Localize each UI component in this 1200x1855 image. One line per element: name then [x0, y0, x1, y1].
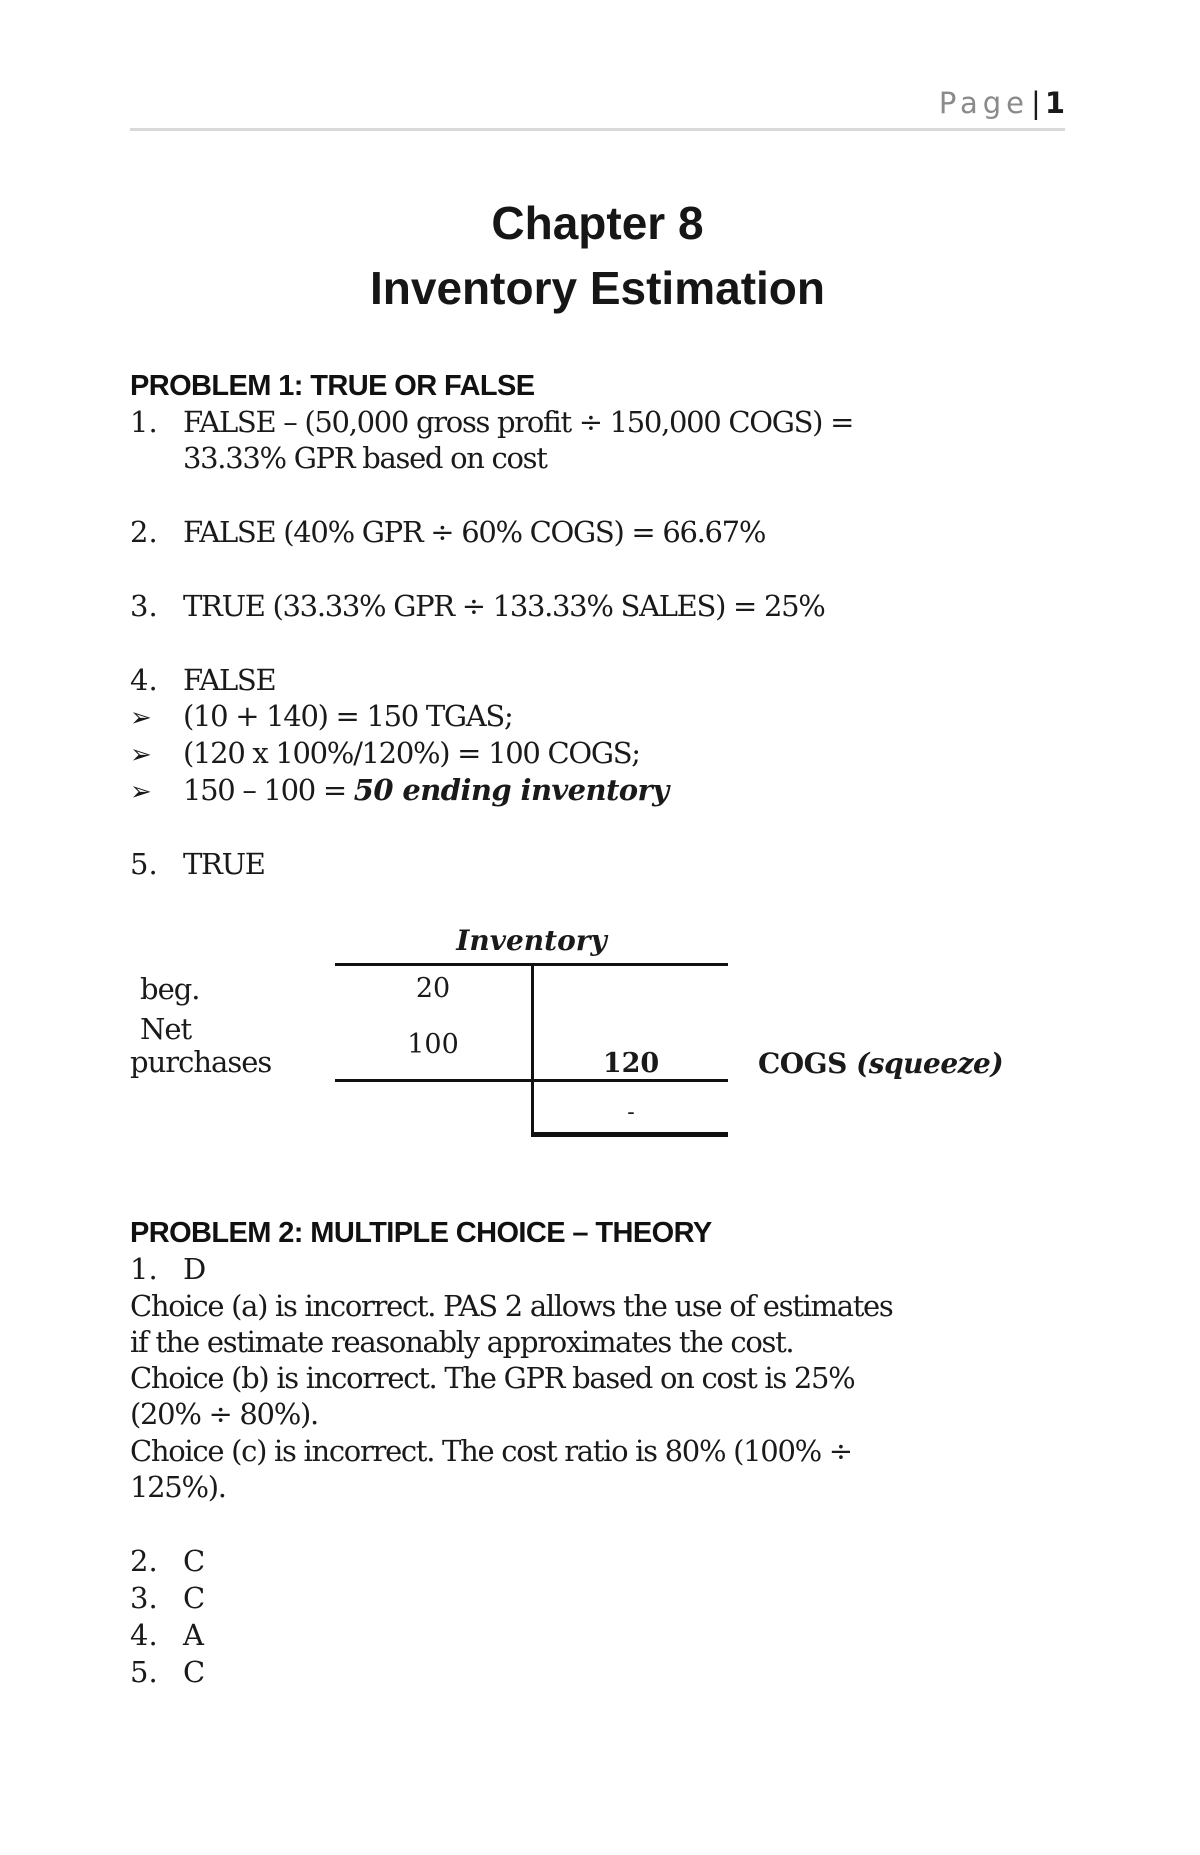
ending-inventory-emphasis: 50 ending inventory — [353, 773, 669, 807]
p1-item2-text: FALSE (40% GPR ÷ 60% COGS) = 66.67% — [183, 515, 766, 549]
p2-answer-text: C — [183, 1544, 204, 1578]
t-row-net-label: Net — [140, 1012, 192, 1046]
p2-answer1-text: D — [183, 1252, 205, 1286]
p2-answer1-number: 1. — [130, 1252, 158, 1286]
t-row-purchases-value: 100 — [407, 1029, 459, 1060]
p1-item1 — [130, 404, 853, 440]
chapter-title: Chapter 8 — [491, 197, 704, 249]
p2-explanation-line: (20% ÷ 80%). — [130, 1397, 318, 1431]
arrow-bullet-icon: ➢ — [130, 777, 151, 807]
problem2-heading: PROBLEM 2: MULTIPLE CHOICE – THEORY — [130, 1217, 712, 1249]
p1-item3 — [130, 588, 825, 624]
cogs-note: (squeeze) — [856, 1047, 1004, 1080]
p2-answer2 — [130, 1543, 204, 1579]
p1-item1-text: FALSE – (50,000 gross profit ÷ 150,000 COGS) = — [183, 405, 854, 439]
p2-answer3 — [130, 1580, 204, 1616]
bullet-text: (120 x 100%/120%) = 100 COGS; — [183, 736, 640, 770]
p1-item1-number: 1. — [130, 405, 158, 439]
p1-item4-number: 4. — [130, 663, 158, 697]
p1-item3-text: TRUE (33.33% GPR ÷ 133.33% SALES) = 25% — [183, 589, 825, 623]
cogs-squeeze-label — [758, 1047, 1003, 1081]
p2-answer-text: A — [183, 1618, 203, 1652]
p1-item1-continuation: 33.33% GPR based on cost — [183, 441, 547, 475]
p2-answer-number: 2. — [130, 1544, 158, 1578]
p1-item4 — [130, 662, 275, 698]
chapter-subtitle: Inventory Estimation — [370, 262, 825, 314]
t-account-balance-rule — [531, 1132, 728, 1137]
p2-answer4 — [130, 1617, 203, 1653]
t-balance-value: - — [627, 1100, 635, 1125]
p2-explanation-line: if the estimate reasonably approximates the cost. — [130, 1325, 794, 1359]
t-credit-value: 120 — [602, 1048, 660, 1079]
p2-explanation-line: 125%). — [130, 1470, 226, 1504]
p1-item4-text: FALSE — [183, 663, 276, 697]
t-account-title: Inventory — [456, 924, 607, 957]
t-row-purchases-label: purchases — [130, 1045, 272, 1079]
p1-item4-bullet1 — [130, 698, 512, 736]
bullet-text: (10 + 140) = 150 TGAS; — [183, 699, 513, 733]
p2-answer-text: C — [183, 1655, 204, 1689]
arrow-bullet-icon: ➢ — [130, 740, 151, 770]
p1-item4-bullet2 — [130, 735, 640, 773]
p2-explanation-line: Choice (a) is incorrect. PAS 2 allows the use of estimates — [130, 1289, 893, 1323]
p1-item4-bullet3 — [130, 772, 668, 810]
p2-answer-number: 4. — [130, 1618, 158, 1652]
page-number-label — [939, 86, 1065, 120]
p2-answer-number: 3. — [130, 1581, 158, 1615]
page-word: Page — [938, 86, 1030, 120]
p2-answer-text: C — [183, 1581, 204, 1615]
p2-answer5 — [130, 1654, 204, 1690]
bullet-text: 150 – 100 = — [183, 773, 354, 807]
p1-item5-text: TRUE — [183, 847, 265, 881]
page-separator: | — [1031, 86, 1041, 120]
page-header — [130, 86, 1065, 131]
p1-item5 — [130, 846, 265, 882]
p1-item3-number: 3. — [130, 589, 158, 623]
p2-explanation-line: Choice (c) is incorrect. The cost ratio is 80% (100% ÷ — [130, 1434, 852, 1468]
arrow-bullet-icon: ➢ — [130, 703, 151, 733]
cogs-label: COGS — [758, 1047, 857, 1080]
page-number: 1 — [1044, 86, 1065, 120]
p2-explanation-line: Choice (b) is incorrect. The GPR based on cost is 25% — [130, 1361, 855, 1395]
p1-item2 — [130, 514, 765, 550]
problem1-heading: PROBLEM 1: TRUE OR FALSE — [130, 370, 535, 402]
t-row-beg-label: beg. — [140, 972, 200, 1006]
p2-answer1 — [130, 1251, 205, 1287]
p1-item2-number: 2. — [130, 515, 158, 549]
p2-answer-number: 5. — [130, 1655, 158, 1689]
p1-item5-number: 5. — [130, 847, 158, 881]
t-row-beg-value: 20 — [415, 973, 451, 1004]
